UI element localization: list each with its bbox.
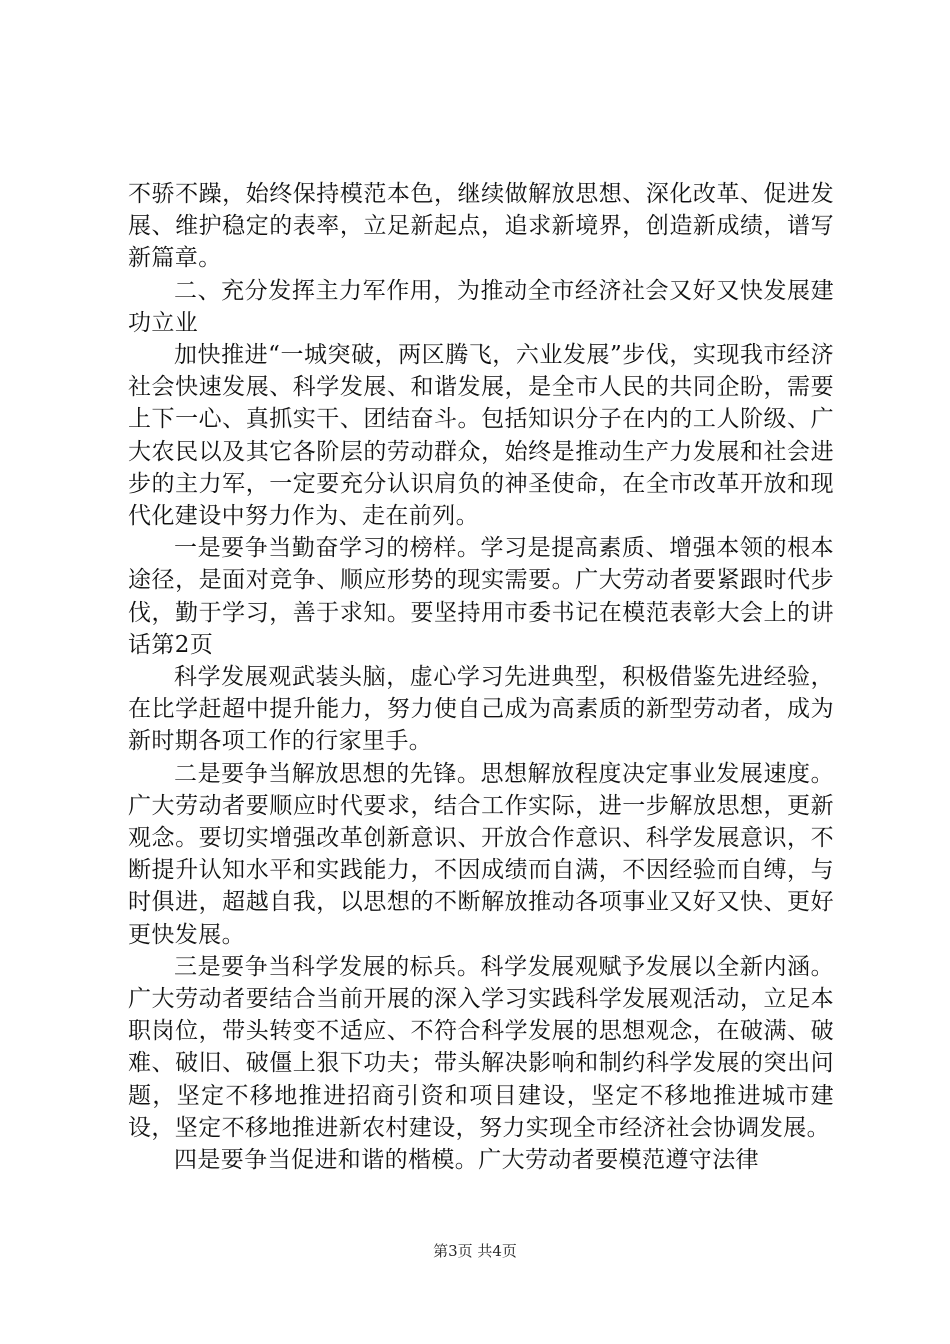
paragraph-7: 三是要争当科学发展的标兵。科学发展观赋予发展以全新内涵。广大劳动者要结合当前开展的深入学习实践科学发展观活动，立足本职岗位，带头转变不适应、不符合科学发展的思想观念，在破满、破难、破旧、破僵上狠下功夫；带头解决影响和制约科学发展的突出问题，坚定不移地推进招商引资和项目建设，坚定不移地推进城市建设，坚定不移地推进新农村建设，努力实现全市经济社会协调发展。 [128, 953, 834, 1141]
paragraph-2: 二、充分发挥主力军作用，为推动全市经济社会又好又快发展建功立业 [128, 277, 834, 336]
paragraph-1: 不骄不躁，始终保持模范本色，继续做解放思想、深化改革、促进发展、维护稳定的表率，立足新起点，追求新境界，创造新成绩，谱写新篇章。 [128, 181, 834, 272]
paragraph-4: 一是要争当勤奋学习的榜样。学习是提高素质、增强本领的根本途径，是面对竞争、顺应形势的现实需要。广大劳动者要紧跟时代步伐，勤于学习，善于求知。要坚持用市委书记在模范表彰大会上的讲话第2页 [128, 535, 834, 658]
page-footer: 第3页 共4页 [433, 1242, 517, 1260]
paragraph-3: 加快推进“一城突破，两区腾飞，六业发展”步伐，实现我市经济社会快速发展、科学发展、和谐发展，是全市人民的共同企盼，需要上下一心、真抓实干、团结奋斗。包括知识分子在内的工人阶级、广大农民以及其它各阶层的劳动群众，始终是推动生产力发展和社会进步的主力军，一定要充分认识肩负的神圣使命，在全市改革开放和现代化建设中努力作为、走在前列。 [128, 342, 834, 530]
document-body [128, 178, 834, 1176]
paragraph-6: 二是要争当解放思想的先锋。思想解放程度决定事业发展速度。广大劳动者要顺应时代要求，结合工作实际，进一步解放思想，更新观念。要切实增强改革创新意识、开放合作意识、科学发展意识，不断提升认知水平和实践能力，不因成绩而自满，不因经验而自缚，与时俱进，超越自我，以思想的不断解放推动各项事业又好又快、更好更快发展。 [128, 760, 834, 948]
paragraph-5: 科学发展观武装头脑，虚心学习先进典型，积极借鉴先进经验，在比学赶超中提升能力，努力使自己成为高素质的新型劳动者，成为新时期各项工作的行家里手。 [128, 664, 834, 755]
paragraph-8: 四是要争当促进和谐的楷模。广大劳动者要模范遵守法律 [174, 1147, 759, 1174]
